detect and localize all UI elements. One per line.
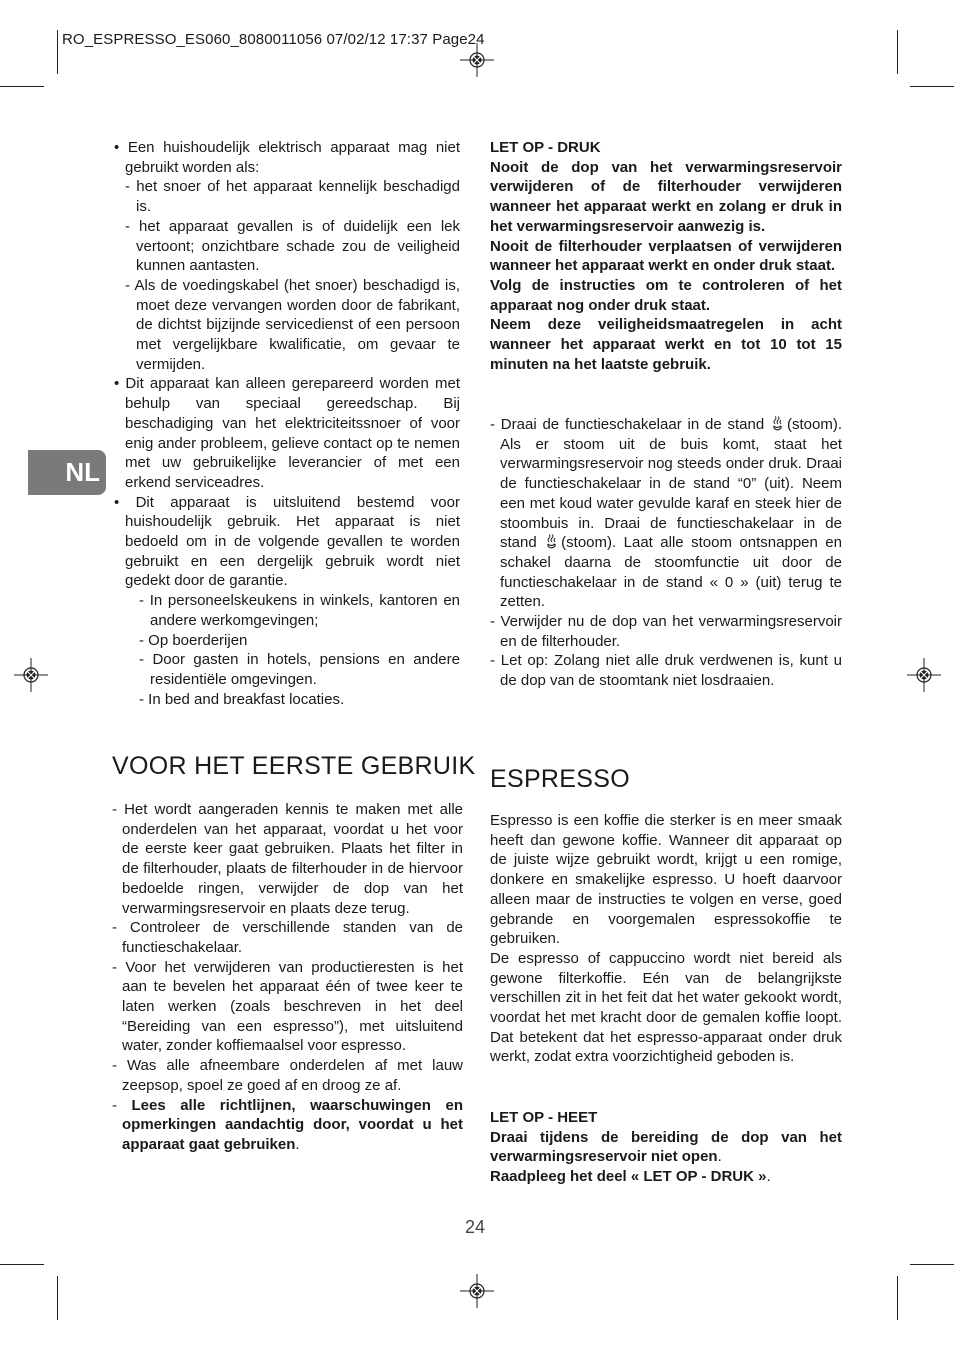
section-heading-first-use: VOOR HET EERSTE GEBRUIK: [112, 752, 476, 780]
list-item: - In personeelskeukens in winkels, kantoren en andere werkomgevingen;: [139, 592, 460, 629]
list-item: • Dit apparaat is uitsluitend bestemd voor huishoudelijk gebruik. Het apparaat is niet bedoeld om in de volgende gevallen te worden gebruikt en een dergelijk gebruik wordt niet gedekt door de garantie.: [114, 493, 460, 590]
steam-icon: [544, 534, 559, 549]
list-item: - Door gasten in hotels, pensions en andere residentiële omgevingen.: [139, 651, 460, 688]
registration-mark-icon: [460, 1274, 494, 1308]
first-use-list: [112, 800, 463, 1155]
crop-mark: [910, 86, 954, 87]
punct: .: [295, 1135, 300, 1153]
step-text: (stoom). Als er stoom uit de buis komt, staat het verwarmingsreservoir nog steeds onder druk. Draai de functieschakelaar in de stand “0” (uit). Neem een met koud water gevulde karaf en steek hier de stoombuis in. Draai de functieschakelaar in de stand: [500, 416, 842, 552]
crop-mark: [897, 30, 898, 74]
warning-title: LET OP - HEET: [490, 1109, 598, 1126]
pressure-warning: [490, 138, 842, 374]
crop-mark: [0, 1264, 44, 1265]
section-heading-espresso: ESPRESSO: [490, 765, 630, 793]
list-item: - Let op: Zolang niet alle druk verdwenen is, kunt u de dop van de stoomtank niet losdraaien.: [490, 652, 842, 690]
warning-paragraph: Neem deze veiligheidsmaatregelen in acht wanneer het apparaat werkt en tot 10 tot 15 minuten na het laatste gebruik.: [490, 316, 842, 373]
page-number: 24: [465, 1217, 486, 1237]
punct: .: [717, 1148, 722, 1166]
list-item: - Was alle afneembare onderdelen af met lauw zeepsop, spoel ze goed af en droog ze af.: [112, 1057, 463, 1094]
crop-mark: [0, 86, 44, 87]
warning-paragraph: [490, 1167, 842, 1187]
step-text: (stoom). Laat alle stoom ontsnappen en schakel daarna de stoomfunctie uit door de functieschakelaar in de stand « 0 » (uit) terug te zetten.: [500, 534, 842, 611]
warning-paragraph: Volg de instructies om te controleren of het apparaat nog onder druk staat.: [490, 276, 842, 314]
paragraph: Espresso is een koffie die sterker is en meer smaak heeft dan gewone koffie. Wanneer dit apparaat op de juiste wijze gebruikt wordt, krijgt u een romige, donkere en smakelijke espresso. U hoeft daarvoor alleen maar de instructies te volgen en verse, goed gebrande en voorgemalen espressokoffie te gebruiken.: [490, 812, 842, 948]
list-item: - Controleer de verschillende standen van de functieschakelaar.: [112, 919, 463, 956]
list-item: - Voor het verwijderen van productieresten is het aan te bevelen het apparaat één of twee keer te laten werken (zoals beschreven in het deel “Bereiding van een espresso”), met uitsluitend water, zonder koffiemaalsel voor espresso.: [112, 958, 463, 1055]
warning-paragraph: Nooit de dop van het verwarmingsreservoir verwijderen of de filterhouder verwijderen wanneer het apparaat werkt en zolang er druk in het verwarmingsreservoir aanwezig is.: [490, 158, 842, 235]
punct: .: [766, 1168, 771, 1186]
dash: -: [112, 1096, 132, 1114]
registration-mark-icon: [460, 43, 494, 77]
safety-list: [114, 138, 460, 709]
list-item: - Als de voedingskabel (het snoer) beschadigd is, moet deze vervangen worden door de fabrikant, de dichtst bijzijnde servicedienst of een persoon met vergelijkbare kwalificatie, om gevaar te vermijden.: [125, 276, 460, 373]
espresso-text: [490, 811, 842, 1067]
language-label: NL: [65, 457, 100, 487]
list-item: • Een huishoudelijk elektrisch apparaat mag niet gebruikt worden als:: [114, 139, 460, 176]
bold-text: Raadpleeg het deel « LET OP - DRUK »: [490, 1168, 767, 1186]
print-header: RO_ESPRESSO_ES060_8080011056 07/02/12 17:37 Page24: [62, 31, 485, 48]
crop-mark: [897, 1276, 898, 1320]
language-tab: [28, 450, 106, 495]
list-item: - Verwijder nu de dop van het verwarmingsreservoir en de filterhouder.: [490, 613, 842, 650]
warning-paragraph: Nooit de filterhouder verplaatsen of verwijderen wanneer het apparaat werkt en onder druk staat.: [490, 237, 842, 275]
steam-icon: [770, 416, 785, 431]
list-item: [112, 1096, 463, 1155]
crop-mark: [57, 1276, 58, 1320]
bold-text: Draai tijdens de bereiding de dop van het verwarmingsreservoir niet open: [490, 1128, 842, 1166]
list-item: - het apparaat gevallen is of duidelijk een lek vertoont; onzichtbare schade zou de veiligheid kunnen aantasten.: [125, 217, 460, 275]
list-item: [490, 415, 842, 612]
warning-title: LET OP - DRUK: [490, 139, 601, 156]
crop-mark: [910, 1264, 954, 1265]
list-item: - het snoer of het apparaat kennelijk beschadigd is.: [125, 178, 460, 216]
registration-mark-icon: [14, 658, 48, 692]
warning-paragraph: [490, 1128, 842, 1167]
list-item: - In bed and breakfast locaties.: [139, 690, 345, 708]
registration-mark-icon: [907, 658, 941, 692]
list-item: - Het wordt aangeraden kennis te maken met alle onderdelen van het apparaat, voordat u het voor de eerste keer gaat gebruiken. Plaats het filter in de filterhouder, plaats de filterhouder in de hiervoor bedoelde ringen, verwijder de dop van het verwarmingsreservoir en plaats deze terug.: [112, 801, 463, 917]
hot-warning: [490, 1108, 842, 1187]
paragraph: De espresso of cappuccino wordt niet bereid als gewone filterkoffie. Eén van de belangrijkste verschillen zit in het feit dat het water gekookt wordt, voordat het met kracht door de gemalen koffie loopt. Dat betekent dat het espresso-apparaat onder druk werkt, zodat extra voorzichtigheid geboden is.: [490, 949, 842, 1066]
depressurize-steps: [490, 415, 842, 691]
list-item: • Dit apparaat kan alleen gerepareerd worden met behulp van speciaal gereedschap. Bij beschadiging van het elektriciteitssnoer of voor enig ander probleem, gelieve contact op te nemen met uw gebruikelijke leverancier of met een erkend serviceadres.: [114, 375, 460, 491]
list-item: - Op boerderijen: [139, 631, 248, 649]
crop-mark: [57, 30, 58, 74]
step-text: - Draai de functieschakelaar in de stand: [490, 416, 770, 433]
bold-text: Lees alle richtlijnen, waarschuwingen en opmerkingen aandachtig door, voordat u het apparaat gaat gebruiken: [122, 1096, 463, 1153]
